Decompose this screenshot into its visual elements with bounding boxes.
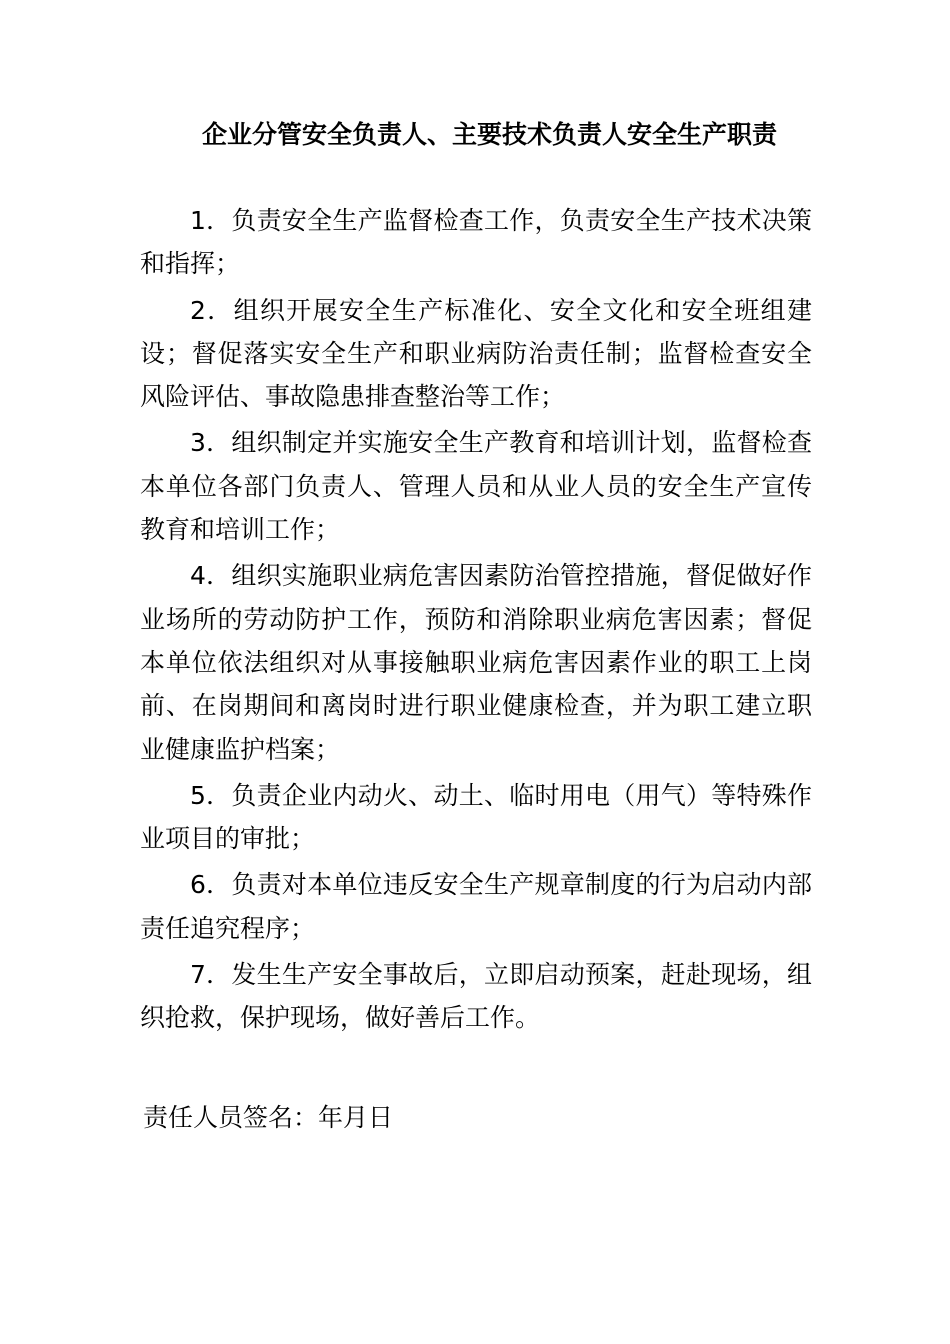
document-title: 企业分管安全负责人、主要技术负责人安全生产职责: [202, 120, 778, 149]
duty-list: [140, 199, 812, 1043]
signature-line: 责任人员签名：年月日: [143, 1103, 394, 1132]
duty-item-1: 1．负责安全生产监督检查工作，负责安全生产技术决策和指挥；: [140, 206, 812, 279]
duty-item-7: 7．发生生产安全事故后，立即启动预案，赶赴现场，组织抢救，保护现场，做好善后工作。: [140, 960, 812, 1033]
duty-item-5: 5．负责企业内动火、动土、临时用电（用气）等特殊作业项目的审批；: [140, 780, 812, 854]
duty-item-4: 4．组织实施职业病危害因素防治管控措施，督促做好作业场所的劳动防护工作，预防和消除职业病危害因素；督促本单位依法组织对从事接触职业病危害因素作业的职工上岗前、在岗期间和离岗时进行职业健康检查，并为职工建立职业健康监护档案；: [140, 561, 812, 764]
duty-item-3: 3．组织制定并实施安全生产教育和培训计划，监督检查本单位各部门负责人、管理人员和从业人员的安全生产宣传教育和培训工作；: [140, 428, 812, 545]
duty-item-6: 6．负责对本单位违反安全生产规章制度的行为启动内部责任追究程序；: [140, 870, 812, 943]
duty-item-2: 2．组织开展安全生产标准化、安全文化和安全班组建设；督促落实安全生产和职业病防治责任制；监督检查安全风险评估、事故隐患排查整治等工作；: [140, 295, 812, 412]
